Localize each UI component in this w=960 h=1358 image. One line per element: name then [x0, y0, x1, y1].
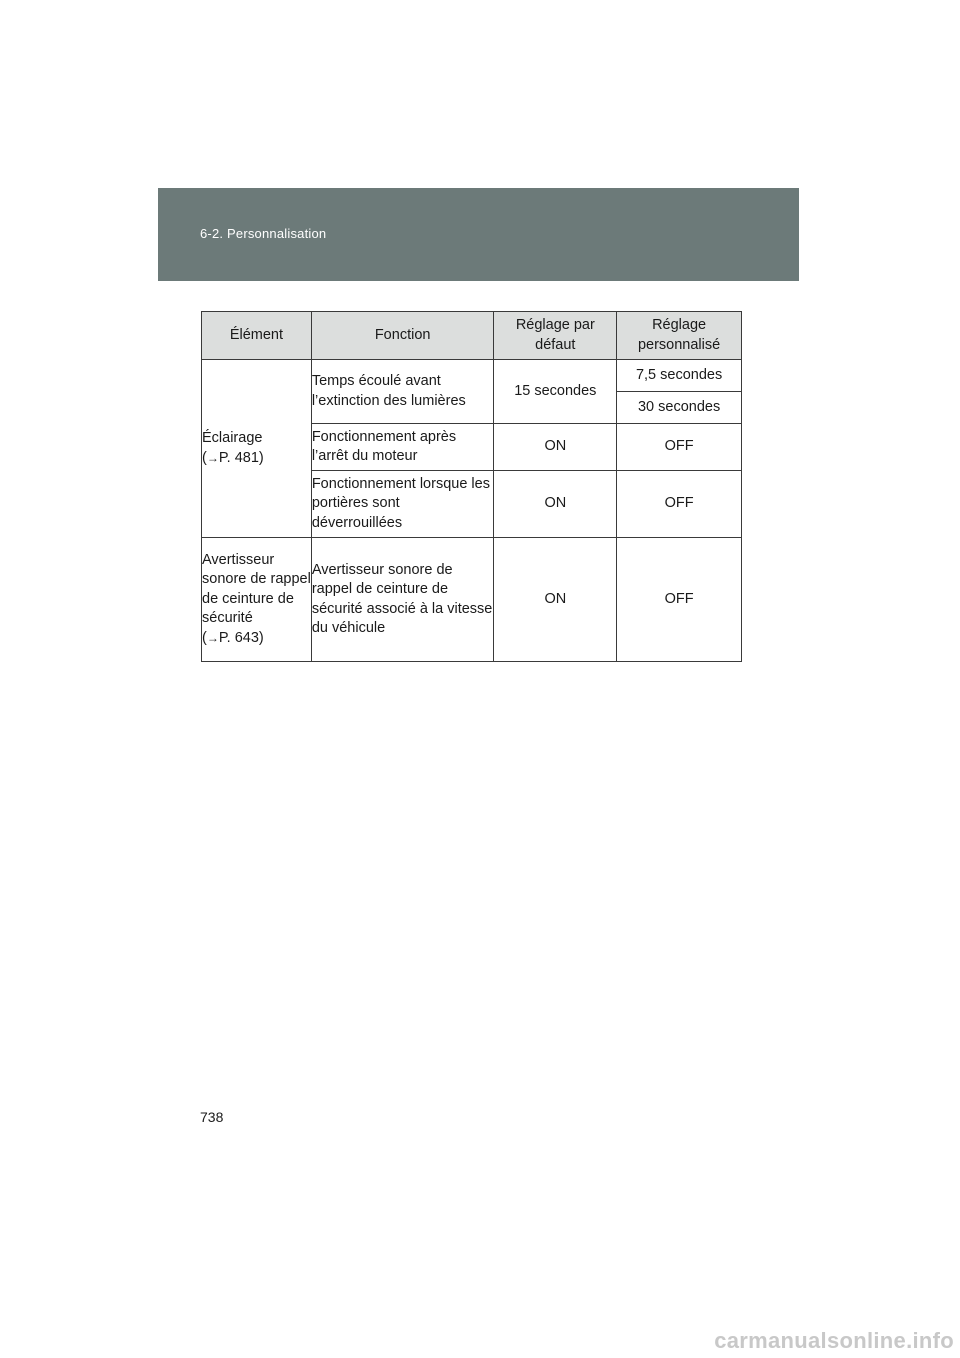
item-name: Avertisseur sonore de rappel de ceinture de sécurité	[202, 551, 311, 627]
default-cell: 15 secondes	[494, 360, 617, 424]
item-name: Éclairage	[202, 430, 263, 446]
arrow-icon: →	[206, 630, 219, 645]
column-header-function: Fonction	[311, 312, 494, 360]
default-cell: ON	[494, 471, 617, 538]
table-row	[202, 360, 742, 392]
section-title: 6-2. Personnalisation	[200, 226, 327, 241]
item-cell-seatbelt-reminder: Avertisseur sonore de rappel de ceinture de sécurité (→P. 643)	[202, 538, 312, 662]
custom-cell: OFF	[617, 424, 742, 471]
custom-cell: OFF	[617, 538, 742, 662]
item-cell-lighting: Éclairage (→P. 481)	[202, 360, 312, 538]
arrow-icon: →	[206, 450, 219, 465]
watermark: carmanualsonline.info	[714, 1328, 954, 1353]
custom-cell: 30 secondes	[617, 392, 742, 424]
column-header-custom: Réglage personnalisé	[617, 312, 742, 360]
column-header-item: Élément	[202, 312, 312, 360]
function-cell: Fonctionnement lorsque les portières sont déverrouillées	[311, 471, 494, 538]
table-header-row	[202, 312, 742, 360]
page-reference: P. 643	[218, 629, 259, 646]
column-header-default: Réglage par défaut	[494, 312, 617, 360]
section-header-band	[158, 188, 799, 281]
custom-cell: OFF	[617, 471, 742, 538]
function-cell: Fonctionnement après l’arrêt du moteur	[311, 424, 494, 471]
function-cell: Avertisseur sonore de rappel de ceinture de sécurité associé à la vitesse du véhicule	[311, 538, 494, 662]
page-number: 738	[200, 1109, 224, 1125]
default-cell: ON	[494, 538, 617, 662]
custom-cell: 7,5 secondes	[617, 360, 742, 392]
page-reference: P. 481	[218, 449, 259, 466]
function-cell: Temps écoulé avant l’extinction des lumières	[311, 360, 494, 424]
table-row	[202, 538, 742, 662]
default-cell: ON	[494, 424, 617, 471]
customization-table	[201, 311, 742, 662]
